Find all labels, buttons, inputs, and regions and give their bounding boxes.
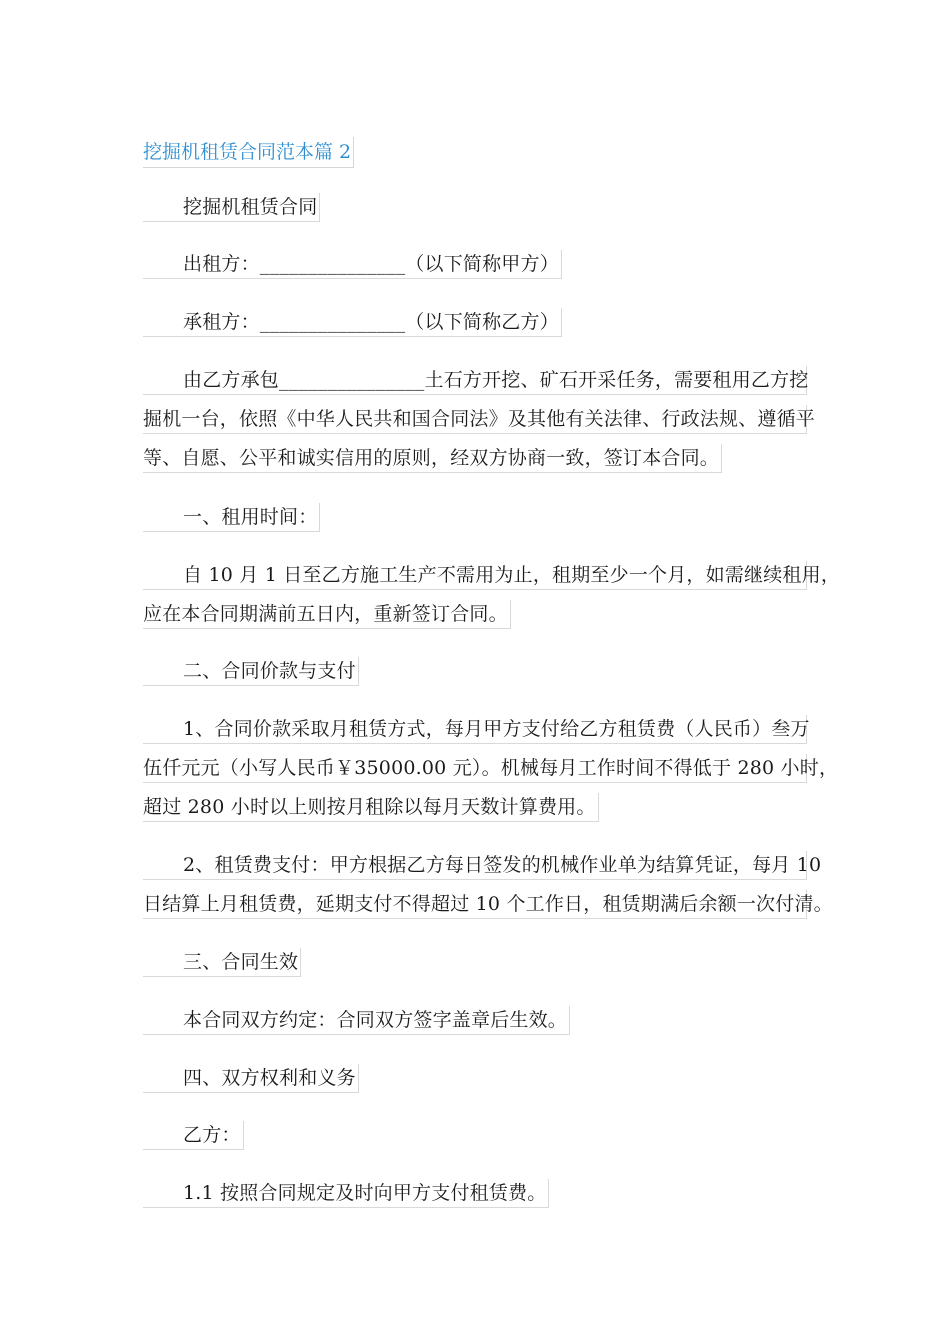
text-line: 应在本合同期满前五日内，重新签订合同。	[143, 600, 511, 629]
text-line: 1.1 按照合同规定及时向甲方支付租赁费。	[143, 1179, 549, 1208]
section-3-heading	[143, 948, 807, 987]
rental-time-paragraph	[143, 561, 841, 639]
section-4-heading	[143, 1064, 807, 1103]
text-line: 自 10 月 1 日至乙方施工生产不需用为止，租期至少一个月，如需继续租用，	[143, 561, 807, 590]
text-line: 一、租用时间：	[143, 503, 320, 532]
contract-title	[143, 193, 807, 232]
text-line: 由乙方承包_______________土石方开挖、矿石开采任务，需要租用乙方挖	[143, 366, 807, 395]
party-b-label	[143, 1121, 807, 1160]
price-clause-paragraph	[143, 715, 839, 832]
lessee-line	[143, 308, 807, 347]
text-line: 本合同双方约定：合同双方签字盖章后生效。	[143, 1006, 570, 1035]
text-line: 掘机一台，依照《中华人民共和国合同法》及其他有关法律、行政法规、遵循平	[143, 405, 807, 434]
text-line: 日结算上月租赁费，延期支付不得超过 10 个工作日，租赁期满后余额一次付清。	[143, 890, 807, 919]
text-line: 伍仟元元（小写人民币￥35000.00 元）。机械每月工作时间不得低于 280 小时，	[143, 754, 807, 783]
text-line: 二、合同价款与支付	[143, 657, 359, 686]
section-2-heading	[143, 657, 807, 696]
lessor-line	[143, 250, 807, 289]
text-line: 三、合同生效	[143, 948, 301, 977]
text-line: 出租方：_______________（以下简称甲方）	[143, 250, 562, 279]
clause-1-1	[143, 1179, 807, 1218]
text-line: 挖掘机租赁合同	[143, 193, 320, 222]
text-line: 2、租赁费支付：甲方根据乙方每日签发的机械作业单为结算凭证，每月 10	[143, 851, 807, 880]
text-line: 超过 280 小时以上则按月租除以每月天数计算费用。	[143, 793, 599, 822]
section-heading-link[interactable]: 挖掘机租赁合同范本篇 2	[143, 137, 354, 168]
text-line: 承租方：_______________（以下简称乙方）	[143, 308, 562, 337]
text-line: 四、双方权利和义务	[143, 1064, 359, 1093]
text-line: 1、合同价款采取月租赁方式，每月甲方支付给乙方租赁费（人民币）叁万	[143, 715, 807, 744]
section-1-heading	[143, 503, 807, 542]
intro-paragraph	[143, 366, 816, 483]
text-line: 乙方：	[143, 1121, 244, 1150]
effectiveness-paragraph	[143, 1006, 807, 1045]
payment-clause-paragraph	[143, 851, 833, 929]
text-line: 等、自愿、公平和诚实信用的原则，经双方协商一致，签订本合同。	[143, 444, 722, 473]
